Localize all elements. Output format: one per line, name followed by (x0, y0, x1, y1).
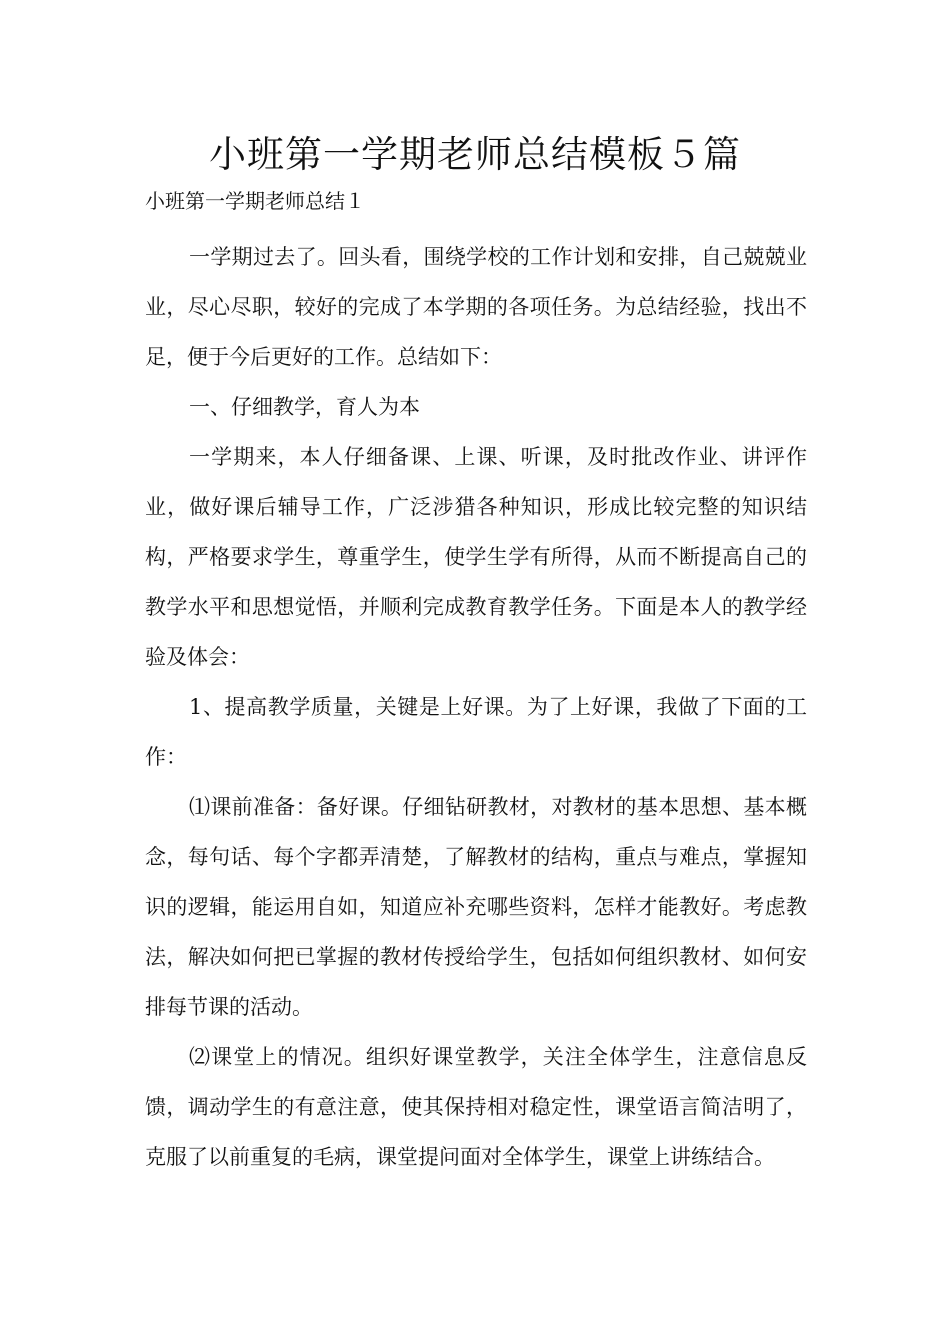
paragraph-preparation: ⑴课前准备：备好课。仔细钻研教材，对教材的基本思想、基本概念，每句话、每个字都弄清楚，了解教材的结构，重点与难点，掌握知识的逻辑，能运用自如，知道应补充哪些资料，怎样才能教好。考虑教法，解决如何把已掌握的教材传授给学生，包括如何组织教材、如何安排每节课的活动。 (145, 795, 807, 1019)
paragraph-classroom: ⑵课堂上的情况。组织好课堂教学，关注全体学生，注意信息反馈，调动学生的有意注意，使其保持相对稳定性，课堂语言简洁明了，克服了以前重复的毛病，课堂提问面对全体学生，课堂上讲练结合。 (145, 1045, 807, 1169)
paragraph-intro: 一学期过去了。回头看，围绕学校的工作计划和安排，自己兢兢业业，尽心尽职，较好的完成了本学期的各项任务。为总结经验，找出不足，便于今后更好的工作。总结如下： (145, 245, 807, 369)
document-body (145, 232, 807, 1182)
paragraph-heading-one: 一、仔细教学，育人为本 (189, 395, 420, 419)
paragraph-point-one: 1、提高教学质量，关键是上好课。为了上好课，我做了下面的工作： (145, 695, 807, 769)
section-subtitle: 小班第一学期老师总结１ (145, 189, 365, 213)
document-title: 小班第一学期老师总结模板５篇 (209, 133, 741, 176)
paragraph-teaching: 一学期来，本人仔细备课、上课、听课，及时批改作业、讲评作业，做好课后辅导工作，广泛涉猎各种知识，形成比较完整的知识结构，严格要求学生，尊重学生，使学生学有所得，从而不断提高自己的教学水平和思想觉悟，并顺利完成教育教学任务。下面是本人的教学经验及体会： (145, 445, 807, 669)
